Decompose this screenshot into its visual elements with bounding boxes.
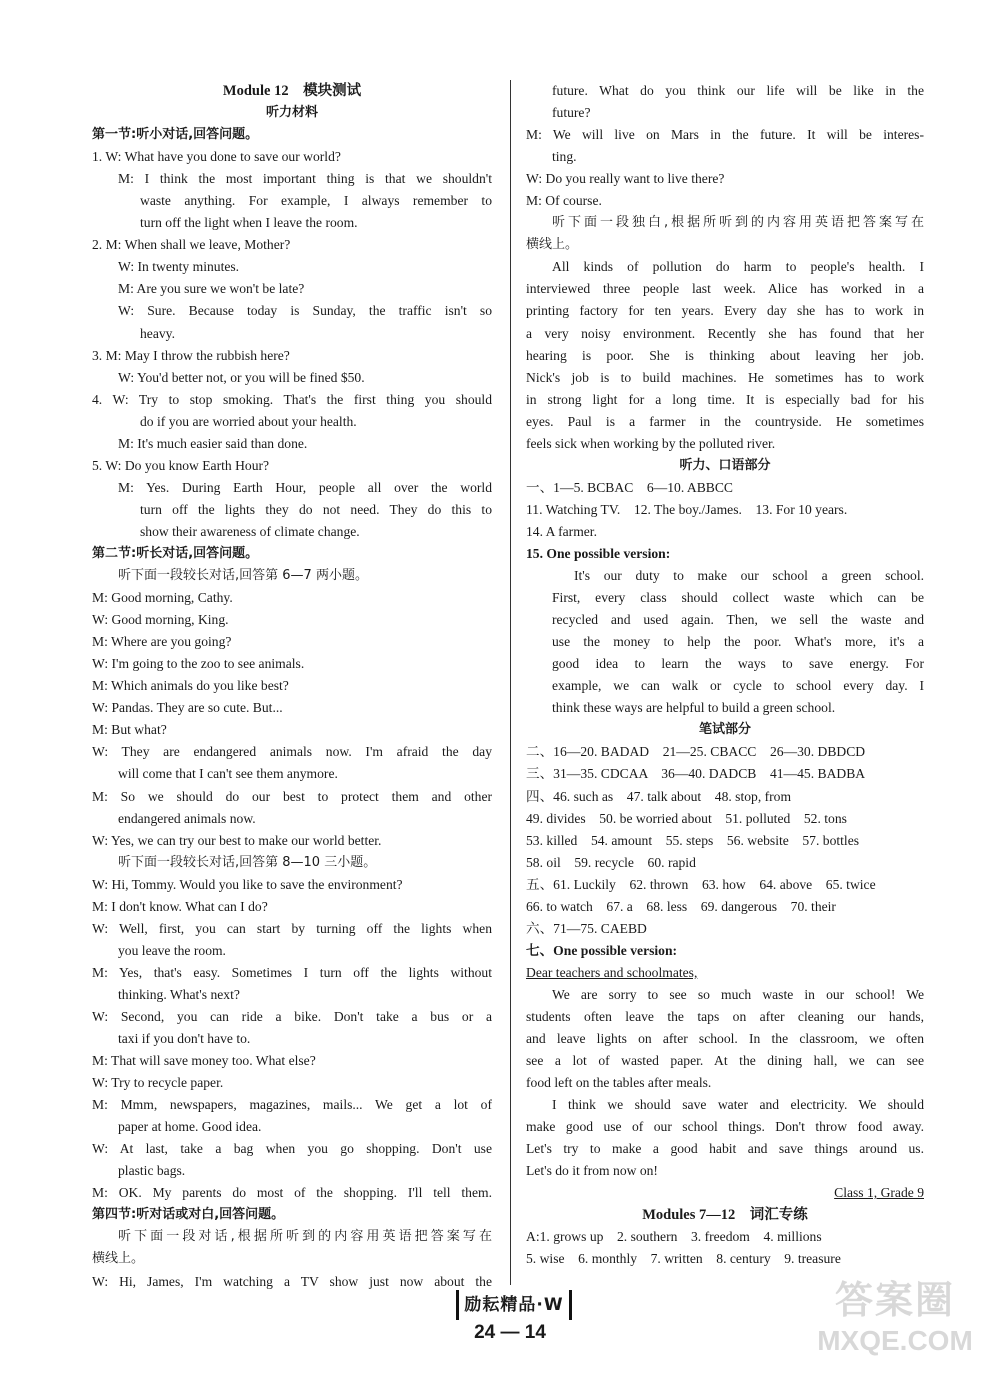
text-line: W: Good morning, King.: [92, 612, 229, 628]
text-line: Class 1, Grade 9: [834, 1185, 924, 1201]
text-line: W: Sure. Because today is Sunday, the traffic isn't so: [118, 303, 492, 319]
text-line: M: I think the most important thing is that we shouldn't: [118, 171, 492, 187]
footer-brand: 励耘精品·W: [456, 1290, 572, 1320]
text-line: M: That will save money too. What else?: [92, 1053, 316, 1069]
text-line: 听下面一段较长对话,回答第 8—10 三小题。: [118, 854, 377, 870]
text-line: M: So we should do our best to protect them and other: [92, 788, 492, 804]
left-column: [92, 80, 492, 1293]
text-line: 五、61. Luckily 62. thrown 63. how 64. above 65. twice: [526, 876, 876, 892]
text-line: 听下面一段独白,根据所听到的内容用英语把答案写在: [552, 215, 924, 231]
text-line: M: I don't know. What can I do?: [92, 898, 268, 914]
text-line: Dear teachers and schoolmates,: [526, 964, 698, 980]
text-line: 笔试部分: [698, 722, 751, 738]
text-line: 二、16—20. BADAD 21—25. CBACC 26—30. DBDCD: [526, 744, 866, 760]
text-line: 第一节:听小对话,回答问题。: [92, 127, 259, 143]
watermark-top-text: 答案圈: [834, 1278, 955, 1322]
text-line: future. What do you think our life will be like in the: [552, 83, 924, 98]
text-line: 11. Watching TV. 12. The boy./James. 13. For 10 years.: [526, 501, 848, 517]
text-line: M: OK. My parents do most of the shopping. I'll tell them.: [92, 1185, 492, 1201]
text-line: taxi if you don't have to.: [118, 1031, 251, 1047]
text-line: Module 12 模块测试: [222, 83, 362, 99]
text-line: interviewed three people last week. Alice has worked in a: [526, 281, 924, 297]
text-line: 第四节:听对话或对白,回答问题。: [92, 1207, 285, 1223]
text-line: thinking. What's next?: [118, 986, 240, 1002]
text-line: turn off the lights they do not need. They do this to: [140, 501, 492, 517]
text-line: W: Well, first, you can start by turning off the lights when: [92, 920, 492, 936]
text-line: W: Pandas. They are so cute. But...: [92, 700, 283, 716]
text-line: Let's try to make a good habit and save things around us.: [526, 1141, 924, 1157]
text-line: It's our duty to make our school a green school.: [574, 568, 924, 584]
text-line: food left on the tables after meals.: [526, 1075, 712, 1091]
text-line: 横线上。: [92, 1251, 145, 1267]
text-line: 听下面一段较长对话,回答第 6—7 两小题。: [118, 568, 368, 584]
text-line: M: Of course.: [526, 193, 602, 209]
text-line: 听力材料: [265, 105, 318, 121]
text-line: endangered animals now.: [118, 810, 256, 826]
text-line: 四、46. such as 47. talk about 48. stop, from: [526, 788, 792, 804]
text-line: turn off the light when I leave the room.: [140, 215, 358, 231]
text-line: eyes. Paul is a farmer in the countryside. He sometimes: [526, 413, 924, 429]
right-column: [526, 80, 924, 1271]
text-line: W: They are endangered animals now. I'm afraid the day: [92, 744, 492, 760]
text-line: M: Which animals do you like best?: [92, 678, 289, 694]
text-line: W: You'd better not, or you will be fined $50.: [118, 369, 365, 385]
text-line: M: Yes. During Earth Hour, people all over the world: [118, 479, 492, 495]
text-line: use the money to help the poor. What's more, it's a: [552, 634, 924, 650]
text-line: 六、71—75. CAEBD: [526, 920, 647, 936]
text-line: Nick's job is to build machines. He sometimes has to work: [526, 369, 924, 385]
text-line: M: Yes, that's easy. Sometimes I turn off the lights without: [92, 964, 492, 980]
text-line: 66. to watch 67. a 68. less 69. dangerous 70. their: [526, 898, 836, 914]
text-line: W: In twenty minutes.: [118, 259, 240, 275]
text-line: paper at home. Good idea.: [118, 1119, 262, 1135]
text-line: 三、31—35. CDCAA 36—40. DADCB 41—45. BADBA: [526, 766, 866, 782]
text-line: All kinds of pollution do harm to people's health. I: [552, 259, 924, 275]
text-line: will come that I can't see them anymore.: [118, 766, 338, 782]
text-line: We are sorry to see so much waste in our school! We: [552, 986, 924, 1002]
text-line: students often leave the taps on after cleaning our hands,: [526, 1008, 924, 1024]
text-line: M: Are you sure we won't be late?: [118, 281, 305, 297]
text-line: M: Mmm, newspapers, magazines, mails... We get a lot of: [92, 1097, 492, 1113]
text-line: 横线上。: [526, 237, 579, 253]
text-line: 2. M: When shall we leave, Mother?: [92, 237, 291, 253]
text-line: 第二节:听长对话,回答问题。: [92, 545, 259, 561]
text-line: M: Where are you going?: [92, 634, 232, 650]
text-line: 七、One possible version:: [526, 942, 678, 958]
text-line: 53. killed 54. amount 55. steps 56. website 57. bottles: [526, 832, 860, 848]
text-line: 3. M: May I throw the rubbish here?: [92, 347, 290, 363]
text-line: recycled and used again. Then, we sell the waste and: [552, 612, 924, 628]
text-line: 1. W: What have you done to save our world?: [92, 149, 341, 165]
text-line: M: It's much easier said than done.: [118, 435, 308, 451]
text-line: in strong light for a long time. It is especially bad for his: [526, 391, 924, 407]
text-line: future?: [552, 105, 591, 121]
text-line: 5. wise 6. monthly 7. written 8. century 9. treasure: [526, 1251, 841, 1267]
text-line: ting.: [552, 149, 577, 165]
page-number: 24 — 14: [474, 1322, 546, 1343]
text-line: 一、1—5. BCBAC 6—10. ABBCC: [526, 479, 733, 495]
text-line: make good use of our school things. Don't throw food away.: [526, 1119, 924, 1135]
text-line: First, every class should collect waste which can be: [552, 590, 924, 606]
text-line: show their awareness of climate change.: [140, 523, 360, 539]
text-line: W: At last, take a bag when you go shopping. Don't use: [92, 1141, 492, 1157]
text-line: I think we should save water and electricity. We should: [552, 1097, 924, 1113]
watermark-bottom-text: MXQE.COM: [817, 1325, 973, 1356]
text-line: W: I'm going to the zoo to see animals.: [92, 656, 305, 672]
text-line: printing factory for ten years. Every day she has to work in: [526, 303, 924, 319]
text-line: waste anything. For example, I always remember to: [140, 193, 492, 209]
text-line: example, we can walk or cycle to school every day. I: [552, 678, 924, 694]
text-line: hearing is poor. She is thinking about leaving her job.: [526, 347, 924, 363]
text-line: heavy.: [140, 325, 175, 341]
text-line: Let's do it from now on!: [526, 1163, 658, 1179]
text-line: plastic bags.: [118, 1163, 186, 1179]
text-line: 听下面一段对话,根据所听到的内容用英语把答案写在: [118, 1229, 492, 1245]
text-line: 49. divides 50. be worried about 51. polluted 52. tons: [526, 810, 847, 826]
text-line: M: But what?: [92, 722, 167, 738]
text-line: a very noisy environment. Recently she has found that her: [526, 325, 924, 341]
text-line: Modules 7—12 词汇专练: [642, 1207, 808, 1224]
column-divider: [510, 80, 511, 1285]
text-line: 4. W: Try to stop smoking. That's the first thing you should: [92, 391, 492, 407]
text-line: 15. One possible version:: [526, 545, 671, 561]
text-line: W: Second, you can ride a bike. Don't take a bus or a: [92, 1008, 492, 1024]
text-line: feels sick when working by the polluted river.: [526, 435, 776, 451]
text-line: 5. W: Do you know Earth Hour?: [92, 457, 270, 473]
text-line: W: Hi, James, I'm watching a TV show just now about the: [92, 1273, 492, 1289]
text-line: do if you are worried about your health.: [140, 413, 357, 429]
text-line: good idea to learn the ways to save energy. For: [552, 656, 924, 672]
text-line: W: Do you really want to live there?: [526, 171, 725, 187]
watermark-logo: [810, 1276, 980, 1368]
text-line: 14. A farmer.: [526, 523, 597, 539]
text-line: 听力、口语部分: [679, 457, 771, 473]
text-line: think these ways are helpful to build a green school.: [552, 700, 836, 716]
text-line: W: Try to recycle paper.: [92, 1075, 224, 1091]
text-line: and leave lights on after school. In the classroom, we often: [526, 1031, 924, 1047]
text-line: you leave the room.: [118, 942, 226, 958]
text-line: 58. oil 59. recycle 60. rapid: [526, 854, 696, 870]
text-line: see a lot of wasted paper. At the dining hall, we can see: [526, 1053, 924, 1069]
text-line: M: We will live on Mars in the future. It will be interes-: [526, 127, 924, 143]
text-line: W: Yes, we can try our best to make our world better.: [92, 832, 382, 848]
text-line: A:1. grows up 2. southern 3. freedom 4. millions: [526, 1229, 822, 1245]
text-line: M: Good morning, Cathy.: [92, 590, 233, 606]
text-line: W: Hi, Tommy. Would you like to save the environment?: [92, 876, 403, 892]
